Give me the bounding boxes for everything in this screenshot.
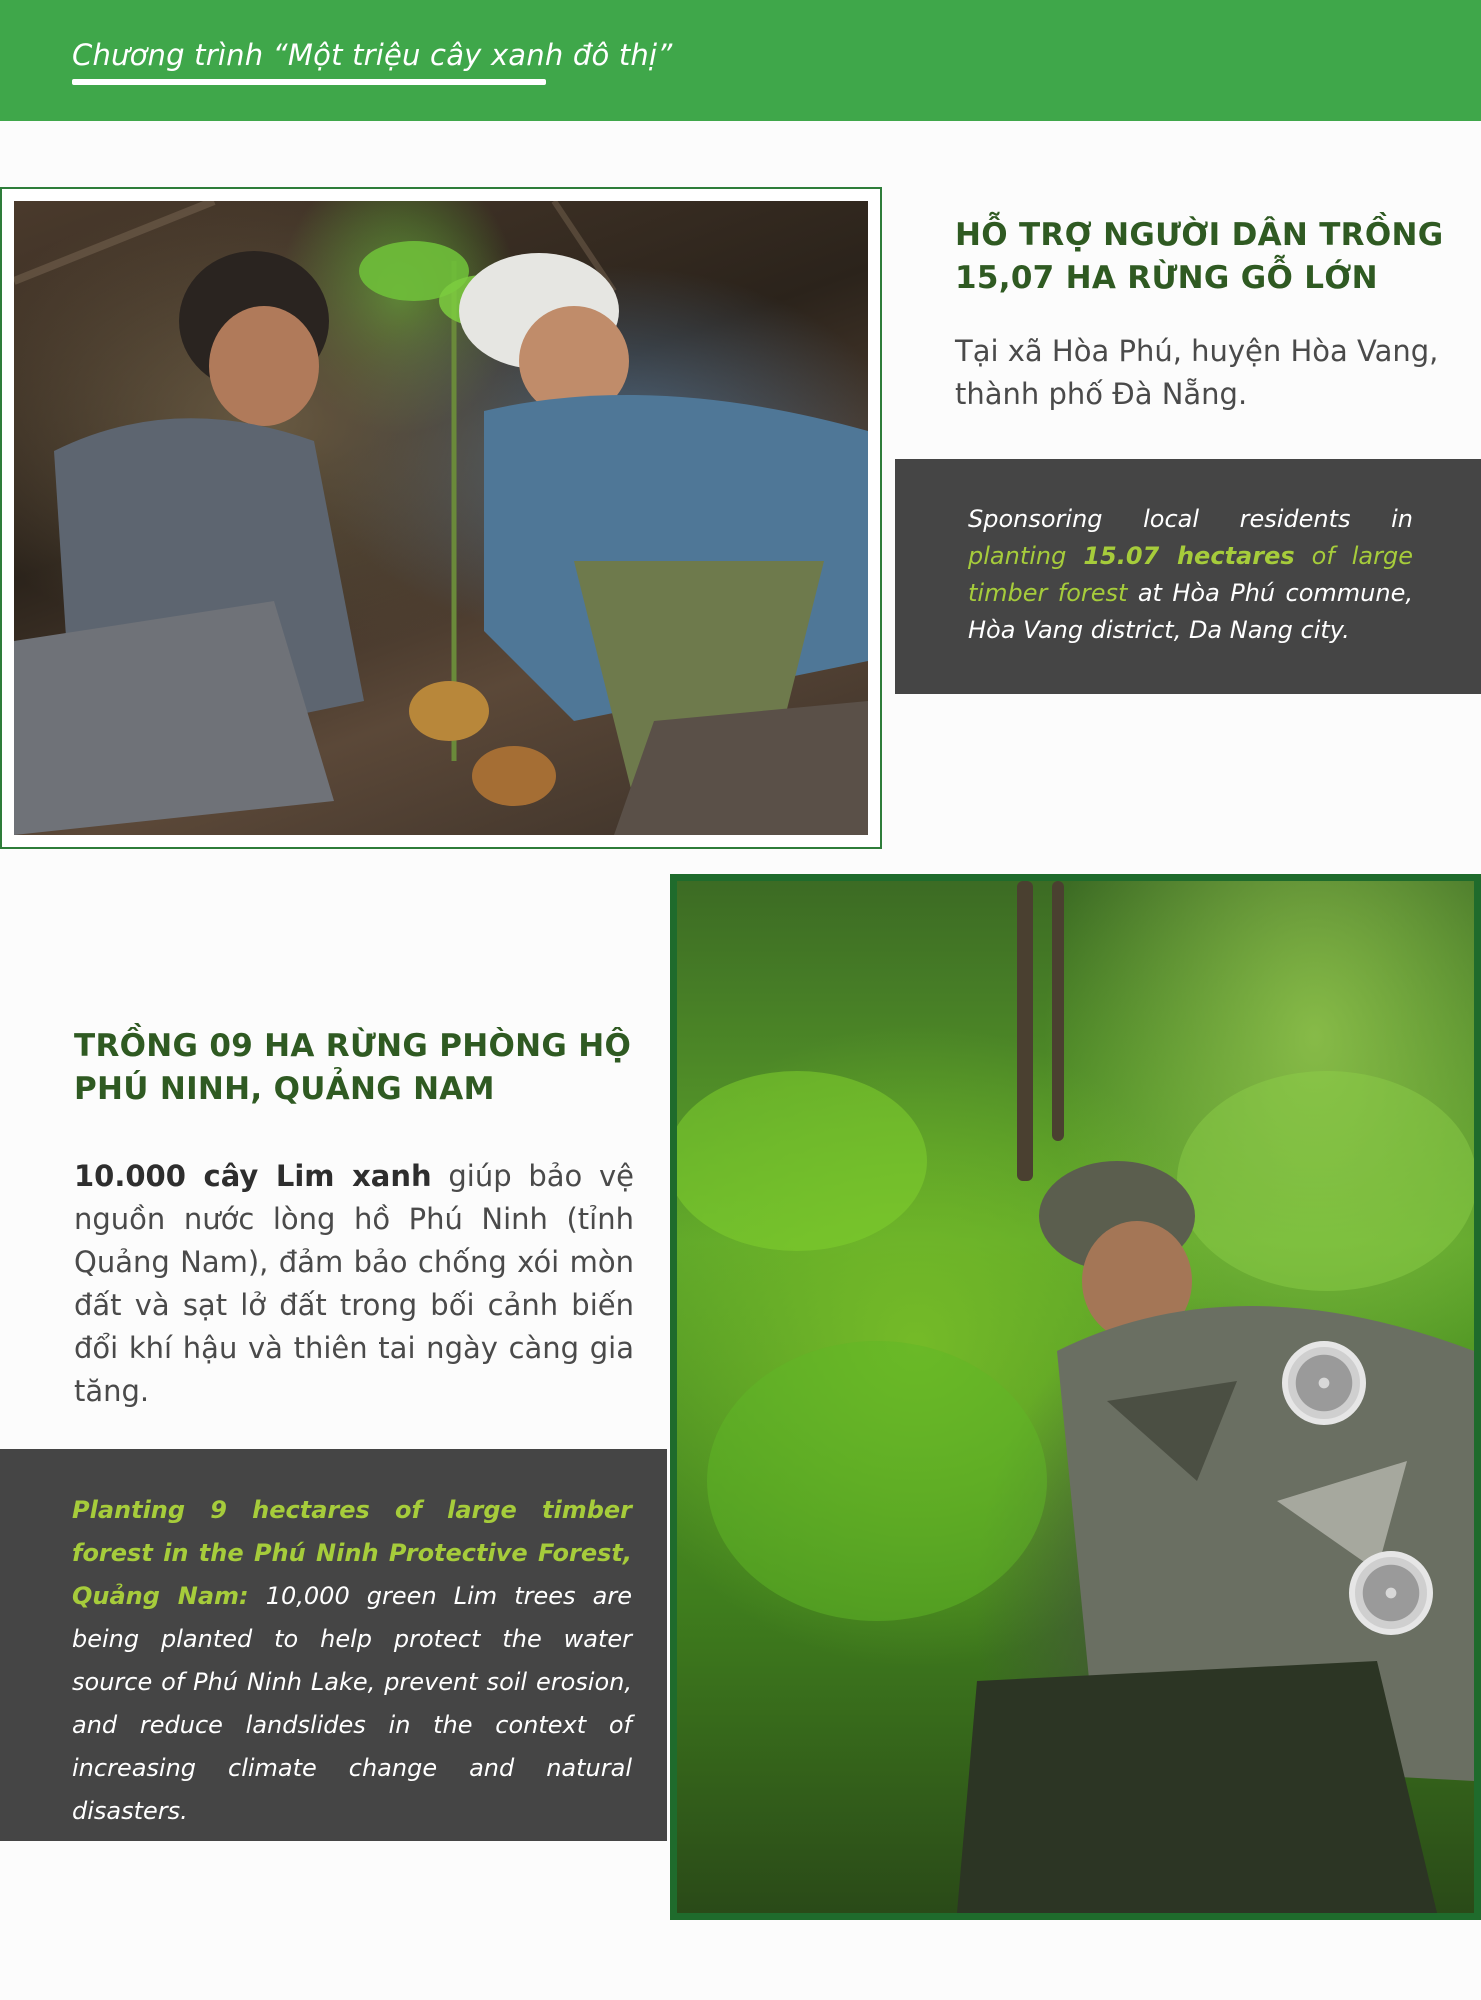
tree-planting-photo-frame	[0, 187, 882, 849]
program-title: Chương trình “Một triệu cây xanh đô thị”	[72, 38, 673, 72]
cooling-fan-icon	[1282, 1341, 1366, 1425]
cooling-fan-icon	[1349, 1551, 1433, 1635]
section2-heading-line2: PHÚ NINH, QUẢNG NAM	[74, 1071, 495, 1107]
section1-heading-line1: HỖ TRỢ NGƯỜI DÂN TRỒNG	[955, 217, 1444, 253]
section2-body-bold: 10.000 cây Lim xanh	[74, 1159, 432, 1193]
forest-planting-photo	[677, 881, 1474, 1913]
section1-en-highlight2: of large timber forest	[968, 542, 1413, 607]
section2-english-text	[72, 1489, 632, 1833]
tree-planting-photo	[14, 201, 868, 835]
page-header	[0, 0, 1481, 121]
section2-body	[74, 1155, 634, 1413]
section1-location: Tại xã Hòa Phú, huyện Hòa Vang, thành phố Đà Nẵng.	[955, 334, 1439, 411]
tree-planting-photo-illustration	[14, 201, 868, 835]
section2-en-lead: Planting 9 hectares of large timber forest in the Phú Ninh Protective Forest, Quảng Nam:	[72, 1496, 632, 1610]
section2-en-rest: 10,000 green Lim trees are being planted to help protect the water source of Phú Ninh Lake, prevent soil erosion, and reduce landslides in the context of increasing climate change and natural disasters.	[72, 1582, 632, 1825]
section1-english-box	[895, 459, 1481, 694]
section1-english-text	[968, 501, 1413, 649]
section1-en-part2: at Hòa Phú commune, Hòa Vang district, Da Nang city.	[968, 579, 1413, 644]
section1-en-highlight-bold: 15.07 hectares	[1083, 542, 1295, 570]
forest-planting-photo-frame	[670, 874, 1481, 1920]
section1-en-highlight1: planting	[968, 542, 1084, 570]
section1-heading	[955, 214, 1444, 300]
section2-body-rest: giúp bảo vệ nguồn nước lòng hồ Phú Ninh (tỉnh Quảng Nam), đảm bảo chống xói mòn đất và sạt lở đất trong bối cảnh biến đổi khí hậu và thiên tai ngày càng gia tăng.	[74, 1159, 634, 1408]
section2-heading	[74, 1025, 631, 1111]
section2-english-box	[0, 1449, 667, 1841]
title-underline	[72, 79, 546, 85]
section1-heading-line2: 15,07 HA RỪNG GỖ LỚN	[955, 260, 1378, 296]
section2-heading-line1: TRỒNG 09 HA RỪNG PHÒNG HỘ	[74, 1028, 632, 1064]
section1-en-part1: Sponsoring local residents in	[968, 505, 1413, 533]
